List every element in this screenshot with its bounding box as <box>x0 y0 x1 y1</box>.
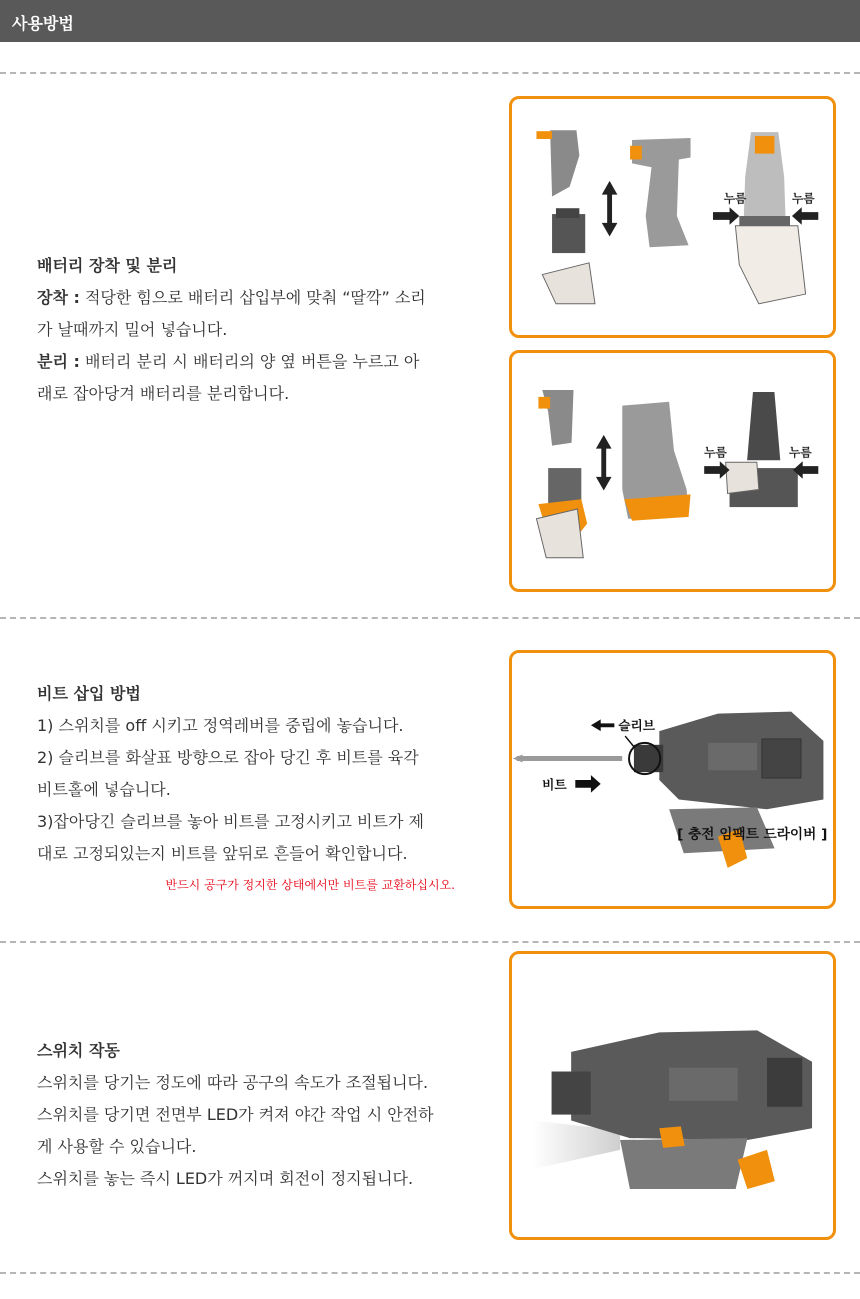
press-label-right: 누름 <box>789 445 812 460</box>
install-label: 장착 : <box>37 288 80 307</box>
divider <box>0 72 860 74</box>
switch-line-1: 스위치를 당기는 정도에 따라 공구의 속도가 조절됩니다. <box>37 1073 429 1092</box>
arrow-right-icon <box>575 775 600 793</box>
bit-notice: 반드시 공구가 정지한 상태에서만 비트를 교환하십시오. <box>165 878 455 892</box>
driver-caption: [ 충전 임팩트 드라이버 ] <box>677 826 828 843</box>
section-title: 사용방법 <box>12 14 74 33</box>
bit-insert-image <box>509 650 836 909</box>
press-label-left: 누름 <box>723 191 747 206</box>
battery-install-image <box>509 96 836 338</box>
bit-line-5: 대로 고정되있는지 비트를 앞뒤로 흔들어 확인합니다. <box>37 844 408 863</box>
battery-title: 배터리 장착 및 분리 <box>37 256 178 275</box>
bit-label: 비트 <box>542 776 567 792</box>
switch-title: 스위치 작동 <box>37 1041 120 1060</box>
remove-text-2: 래로 잡아당겨 배터리를 분리합니다. <box>37 384 290 403</box>
install-text-2: 가 날때까지 밀어 넣습니다. <box>37 320 228 339</box>
arrow-left-icon <box>792 207 818 225</box>
switch-line-3: 게 사용할 수 있습니다. <box>37 1137 197 1156</box>
arrow-right-icon <box>713 207 739 225</box>
switch-line-4: 스위치를 놓는 즉시 LED가 꺼지며 회전이 정지됩니다. <box>37 1169 414 1188</box>
assembled-handle-icon <box>622 402 690 521</box>
bit-line-3: 비트홀에 넣습니다. <box>37 780 171 799</box>
battery-remove <box>37 346 477 378</box>
battery-install-illustration <box>512 99 833 335</box>
bit-icon <box>513 755 622 763</box>
divider <box>0 941 860 943</box>
bit-text <box>37 678 477 894</box>
up-down-arrow-icon <box>602 181 618 237</box>
press-label-right: 누름 <box>791 191 815 206</box>
divider <box>0 1272 860 1274</box>
remove-label: 분리 : <box>37 352 80 371</box>
sleeve-label: 슬리브 <box>618 718 656 734</box>
impact-driver-icon <box>532 1030 812 1189</box>
assembled-handle-icon <box>630 138 690 247</box>
trigger-switch-icon <box>659 1126 684 1148</box>
bit-line-1: 1) 스위치를 off 시키고 정역레버를 중립에 놓습니다. <box>37 716 404 735</box>
battery-pack-icon <box>536 468 587 558</box>
bit-line-4: 3)잡아당긴 슬리브를 놓아 비트를 고정시키고 비트가 제 <box>37 812 424 831</box>
battery-remove-image <box>509 350 836 592</box>
battery-remove-illustration <box>512 353 833 589</box>
switch-text <box>37 1035 477 1195</box>
section-header <box>0 0 860 42</box>
impact-driver-icon <box>634 712 824 868</box>
tool-front-view-icon <box>726 392 798 507</box>
bit-line-2: 2) 슬리브를 화살표 방향으로 잡아 당긴 후 비트를 육각 <box>37 748 419 767</box>
handle-part-icon <box>538 390 573 446</box>
battery-install <box>37 282 477 314</box>
remove-text-1: 배터리 분리 시 배터리의 양 옆 버튼을 누르고 아 <box>79 352 420 371</box>
up-down-arrow-icon <box>596 435 612 491</box>
battery-pack-icon <box>542 208 595 304</box>
install-text-1: 적당한 힘으로 배터리 삽입부에 맞춰 “딸깍” 소리 <box>79 288 426 307</box>
switch-illustration <box>512 954 833 1237</box>
arrow-left-icon <box>591 719 614 731</box>
bit-insert-illustration <box>512 653 833 906</box>
press-label-left: 누름 <box>704 445 727 460</box>
switch-image <box>509 951 836 1240</box>
battery-text <box>37 250 477 410</box>
bit-title: 비트 삽입 방법 <box>37 684 141 703</box>
handle-part-icon <box>536 130 579 196</box>
switch-line-2: 스위치를 당기면 전면부 LED가 켜져 야간 작업 시 안전하 <box>37 1105 434 1124</box>
divider <box>0 617 860 619</box>
